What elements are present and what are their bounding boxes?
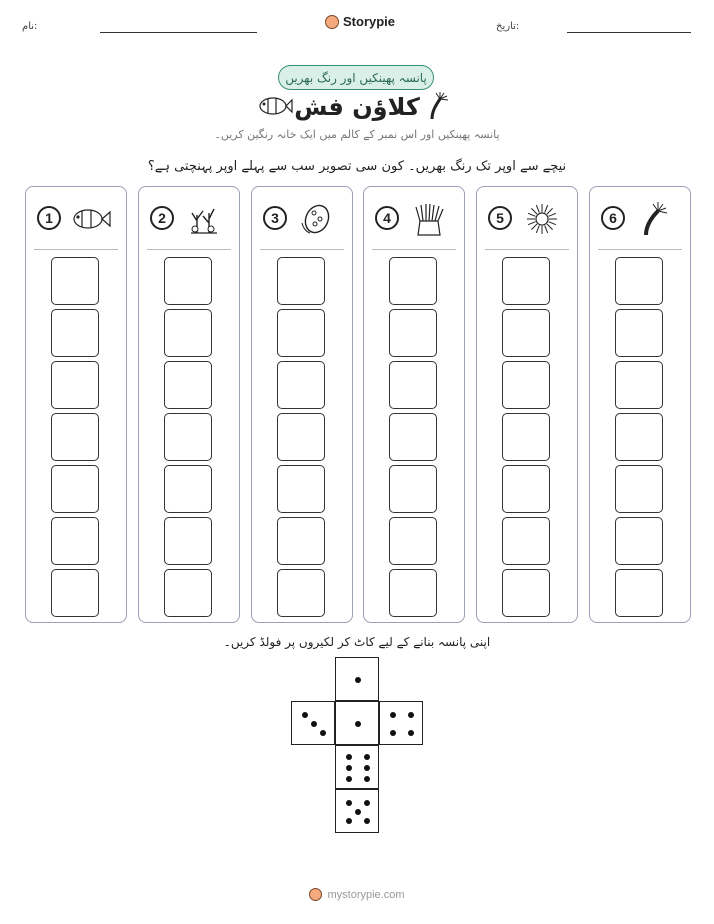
color-box[interactable] (164, 413, 212, 461)
color-box[interactable] (615, 569, 663, 617)
color-box[interactable] (164, 465, 212, 513)
color-box[interactable] (51, 413, 99, 461)
color-box[interactable] (164, 257, 212, 305)
date-line (567, 32, 691, 33)
color-box[interactable] (51, 465, 99, 513)
color-box[interactable] (277, 517, 325, 565)
dice-pip (346, 800, 352, 806)
dice-pip (364, 800, 370, 806)
coral-icon (183, 201, 225, 237)
name-label: نام: (22, 21, 38, 32)
column-number: 1 (37, 206, 61, 230)
dice-pip (346, 818, 352, 824)
dice-face-1 (335, 701, 379, 745)
color-box[interactable] (502, 569, 550, 617)
color-box[interactable] (277, 569, 325, 617)
column-3 (251, 186, 353, 623)
color-box[interactable] (615, 361, 663, 409)
color-box[interactable] (389, 361, 437, 409)
column-number: 3 (263, 206, 287, 230)
dice-pip (355, 721, 361, 727)
column-5 (476, 186, 578, 623)
column-4 (363, 186, 465, 623)
date-label: تاریخ: (496, 21, 520, 32)
color-box[interactable] (502, 309, 550, 357)
column-divider (485, 249, 569, 250)
color-box[interactable] (277, 361, 325, 409)
color-box[interactable] (389, 413, 437, 461)
column-number: 2 (150, 206, 174, 230)
color-box[interactable] (502, 361, 550, 409)
anemone-icon (408, 201, 450, 237)
name-line (100, 32, 257, 33)
sea-urchin-icon (521, 201, 563, 237)
tube-worm-icon (634, 201, 676, 237)
dice-pip (390, 730, 396, 736)
color-box[interactable] (277, 257, 325, 305)
dice-face-5 (335, 789, 379, 833)
column-divider (147, 249, 231, 250)
column-1 (25, 186, 127, 623)
color-box[interactable] (389, 569, 437, 617)
dice-pip (346, 776, 352, 782)
color-box[interactable] (389, 309, 437, 357)
column-number: 6 (601, 206, 625, 230)
color-box[interactable] (51, 361, 99, 409)
color-box[interactable] (51, 309, 99, 357)
sponge-icon (296, 201, 338, 237)
dice-pip (408, 730, 414, 736)
color-box[interactable] (277, 309, 325, 357)
clownfish-icon (70, 201, 112, 237)
column-divider (260, 249, 344, 250)
activity-pill: پانسہ پھینکیں اور رنگ بھریں (278, 65, 434, 90)
instruction-text: نیچے سے اوپر تک رنگ بھریں۔ کون سی تصویر سب سے پہلے اوپر پہنچتی ہے؟ (147, 159, 567, 174)
dice-face-4 (379, 701, 423, 745)
color-box[interactable] (502, 257, 550, 305)
color-box[interactable] (615, 257, 663, 305)
color-box[interactable] (615, 413, 663, 461)
dice-face-6 (335, 745, 379, 789)
dice-pip (346, 765, 352, 771)
color-box[interactable] (277, 413, 325, 461)
color-box[interactable] (51, 569, 99, 617)
subtitle: پانسہ پھینکیں اور اس نمبر کے کالم میں ایک خانہ رنگین کریں۔ (214, 128, 500, 141)
dice-pip (390, 712, 396, 718)
column-divider (598, 249, 682, 250)
footer (0, 888, 714, 901)
dice-pip (346, 754, 352, 760)
dice-pip (364, 776, 370, 782)
dice-face-1 (335, 657, 379, 701)
color-box[interactable] (51, 257, 99, 305)
dice-pip (364, 765, 370, 771)
column-6 (589, 186, 691, 623)
color-box[interactable] (164, 309, 212, 357)
brand-logo (325, 14, 395, 29)
color-box[interactable] (389, 257, 437, 305)
dice-pip (302, 712, 308, 718)
bear-icon (325, 15, 339, 29)
color-box[interactable] (164, 517, 212, 565)
dice-pip (355, 677, 361, 683)
column-number: 5 (488, 206, 512, 230)
color-box[interactable] (615, 309, 663, 357)
column-2 (138, 186, 240, 623)
color-box[interactable] (502, 465, 550, 513)
column-divider (34, 249, 118, 250)
page-title: کلاؤن فش (294, 93, 420, 121)
dice-pip (311, 721, 317, 727)
color-box[interactable] (502, 517, 550, 565)
color-box[interactable] (502, 413, 550, 461)
dice-pip (355, 809, 361, 815)
dice-face-3 (291, 701, 335, 745)
color-box[interactable] (164, 361, 212, 409)
tube-worm-icon (426, 91, 452, 121)
dice-pip (408, 712, 414, 718)
dice-pip (364, 754, 370, 760)
color-box[interactable] (389, 517, 437, 565)
footer-url: mystorypie.com (327, 888, 405, 901)
color-box[interactable] (615, 517, 663, 565)
dice-pip (364, 818, 370, 824)
dice-pip (320, 730, 326, 736)
column-divider (372, 249, 456, 250)
bear-icon (309, 888, 322, 901)
color-box[interactable] (51, 517, 99, 565)
column-number: 4 (375, 206, 399, 230)
cut-instruction: اپنی پانسہ بنانے کے لیے کاٹ کر لکیروں پر فولڈ کریں۔ (223, 635, 491, 649)
color-box[interactable] (389, 465, 437, 513)
color-box[interactable] (164, 569, 212, 617)
color-box[interactable] (277, 465, 325, 513)
color-box[interactable] (615, 465, 663, 513)
brand-name: Storypie (343, 14, 396, 29)
